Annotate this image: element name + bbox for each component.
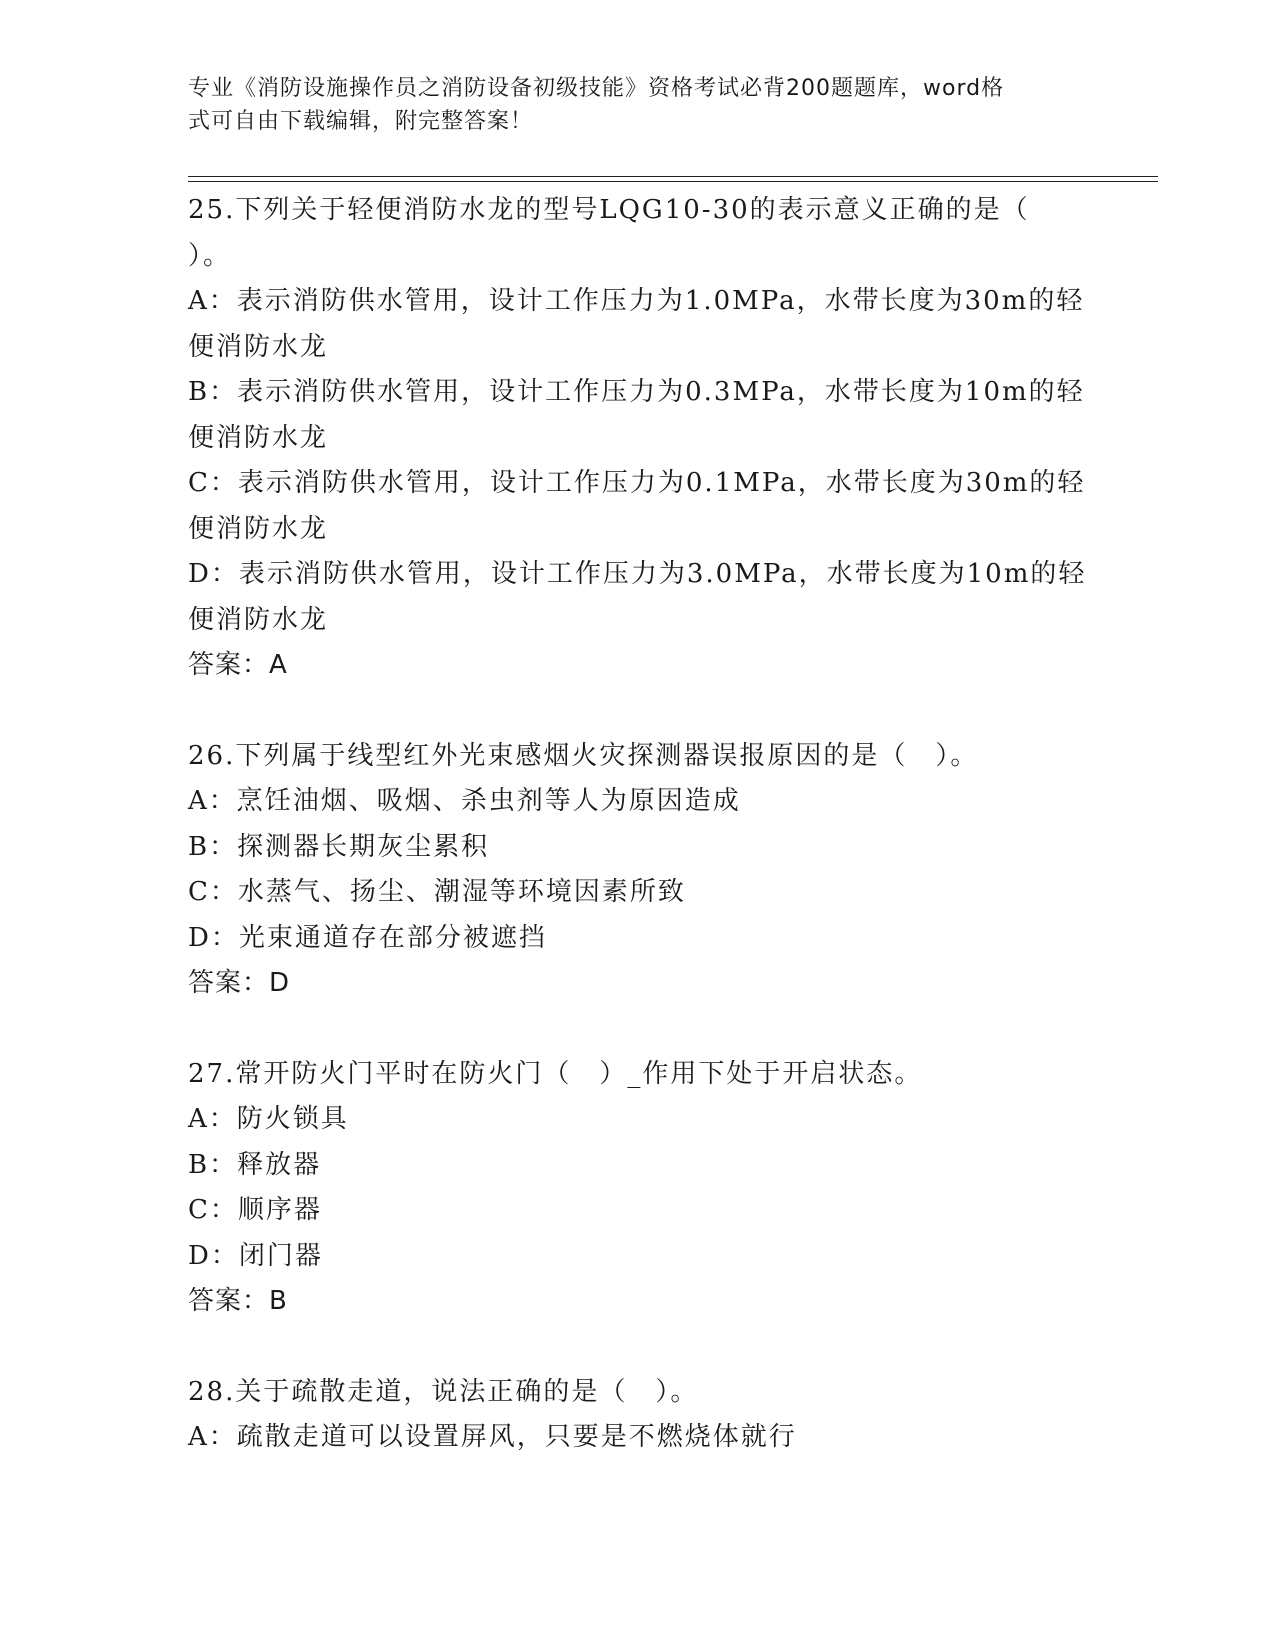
header-line-1: 专业《消防设施操作员之消防设备初级技能》资格考试必背200题题库，word格 [188, 76, 1005, 101]
option-b: B：探测器长期灰尘累积 [188, 831, 490, 862]
question-stem: 27.常开防火门平时在防火门（ ）_作用下处于开启状态。 [188, 1058, 923, 1089]
question-26 [188, 734, 1088, 1007]
answer-line: 答案：D [188, 968, 291, 998]
option-c: C：表示消防供水管用，设计工作压力为0.1MPa，水带长度为30m的轻 [188, 468, 1086, 498]
option-c-cont: 便消防水龙 [188, 513, 329, 544]
option-a: A：表示消防供水管用，设计工作压力为1.0MPa，水带长度为30m的轻 [188, 286, 1085, 316]
option-c: C：水蒸气、扬尘、潮湿等环境因素所致 [188, 877, 686, 907]
option-b: B：释放器 [188, 1149, 322, 1180]
option-d: D：光束通道存在部分被遮挡 [188, 922, 547, 953]
question-gap [188, 1007, 1088, 1052]
question-list [188, 188, 1088, 1461]
option-c: C：顺序器 [188, 1195, 322, 1225]
question-27 [188, 1052, 1088, 1325]
option-b-cont: 便消防水龙 [188, 422, 329, 453]
option-d-cont: 便消防水龙 [188, 604, 329, 635]
question-28 [188, 1370, 1088, 1461]
question-stem: 28.关于疏散走道，说法正确的是（ ）。 [188, 1376, 699, 1407]
option-a-cont: 便消防水龙 [188, 331, 329, 362]
question-gap [188, 1325, 1088, 1370]
option-d: D：闭门器 [188, 1240, 323, 1271]
answer-line: 答案：B [188, 1286, 288, 1316]
option-b: B：表示消防供水管用，设计工作压力为0.3MPa，水带长度为10m的轻 [188, 377, 1085, 407]
question-stem-cont: ）。 [188, 240, 232, 271]
answer-line: 答案：A [188, 650, 288, 680]
question-25 [188, 188, 1088, 689]
question-stem: 26.下列属于线型红外光束感烟火灾探测器误报原因的是（ ）。 [188, 740, 979, 771]
question-stem: 25.下列关于轻便消防水龙的型号LQG10-30的表示意义正确的是（ [188, 195, 1030, 225]
header-divider-bottom [188, 181, 1158, 182]
document-header [188, 72, 1088, 138]
option-a: A：疏散走道可以设置屏风，只要是不燃烧体就行 [188, 1422, 797, 1452]
header-line-2: 式可自由下载编辑，附完整答案！ [188, 109, 534, 134]
option-a: A：烹饪油烟、吸烟、杀虫剂等人为原因造成 [188, 786, 741, 816]
question-gap [188, 689, 1088, 734]
header-divider-top [188, 176, 1158, 177]
option-a: A：防火锁具 [188, 1104, 349, 1134]
option-d: D：表示消防供水管用，设计工作压力为3.0MPa，水带长度为10m的轻 [188, 559, 1087, 589]
